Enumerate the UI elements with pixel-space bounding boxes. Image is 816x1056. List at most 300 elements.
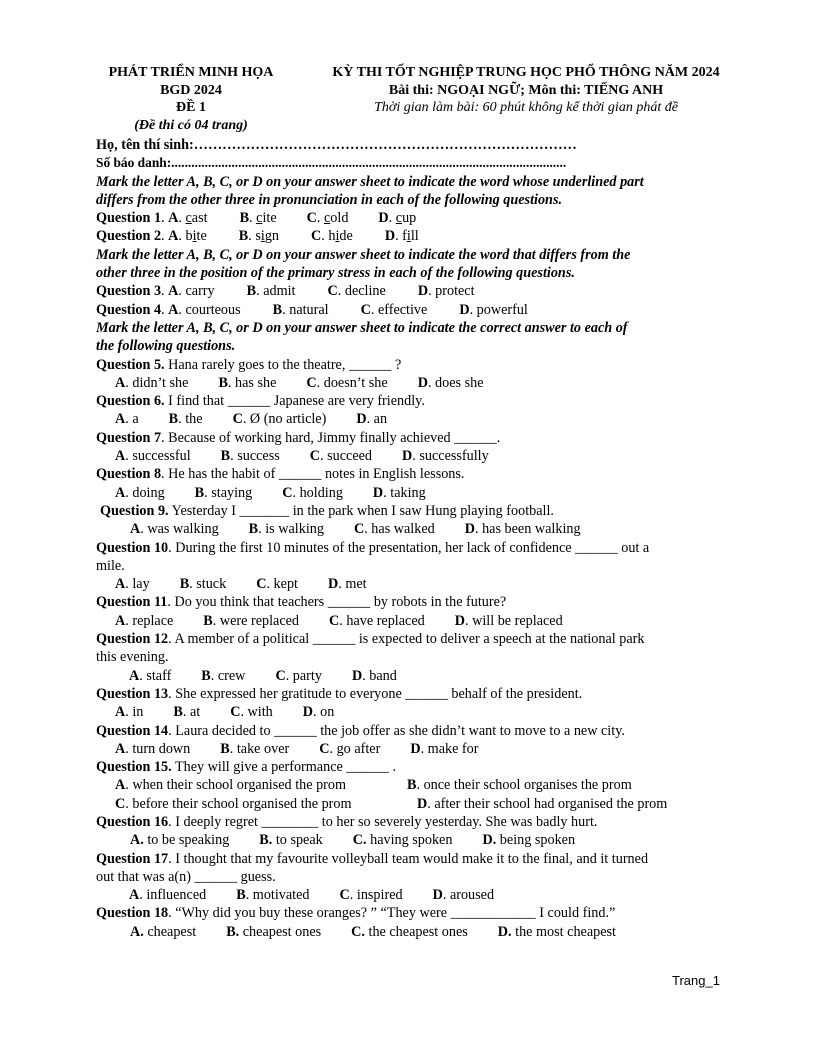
option-text: effective: [377, 301, 428, 318]
option-text: in: [132, 704, 144, 721]
question-text: . During the first 10 minutes of the presentation, her lack of confidence ______ out a: [168, 539, 650, 556]
question-label: Question 5.: [96, 356, 165, 373]
option-letter: A: [115, 740, 126, 757]
option-text: the most cheapest: [515, 923, 616, 940]
option-letter: B: [239, 210, 250, 227]
option-text: carry: [185, 283, 215, 300]
option-letter: B: [201, 667, 211, 684]
option-a[interactable]: A. replace: [115, 612, 174, 629]
option-a[interactable]: A. turn down: [115, 740, 191, 757]
option-letter: C: [275, 667, 286, 684]
option-c[interactable]: C. effective: [360, 301, 428, 318]
question-text: . Do you think that teachers ______ by robots in the future?: [167, 594, 507, 611]
option-letter: D: [302, 704, 314, 721]
option-text: to speak: [275, 832, 323, 849]
option-text: turn down: [132, 740, 191, 757]
option-text: a: [132, 411, 139, 428]
underlined-part: c: [395, 210, 403, 227]
question-5: [96, 356, 726, 374]
instruction-stress-1: Mark the letter A, B, C, or D on your answer sheet to indicate the word that differs from the: [96, 246, 631, 263]
option-c[interactable]: C. succeed: [309, 448, 373, 465]
option-letter: D: [402, 448, 413, 465]
option-b[interactable]: B. natural: [272, 301, 329, 318]
header-page-count-note: (Đề thi có 04 trang): [134, 117, 248, 133]
option-a[interactable]: A. when their school organised the prom: [115, 777, 347, 794]
option-text: an: [373, 411, 388, 428]
option-letter: D: [410, 740, 421, 757]
question-17-options: [96, 886, 726, 904]
option-text: before their school organised the prom: [132, 795, 352, 812]
option-text: s: [255, 228, 261, 245]
option-text: de: [339, 228, 353, 245]
option-text: when their school organised the prom: [132, 777, 347, 794]
question-9: [96, 502, 726, 520]
question-8-options: [96, 484, 726, 502]
option-letter: A: [129, 887, 140, 904]
option-text: ll: [410, 228, 419, 245]
option-letter: B: [226, 923, 236, 940]
header-left-line3: ĐỀ 1: [176, 100, 206, 115]
option-letter: B: [203, 612, 213, 629]
option-d[interactable]: D. will be replaced: [454, 612, 563, 629]
option-text: successfully: [419, 448, 489, 465]
option-text: old: [330, 210, 349, 227]
option-text: being spoken: [499, 832, 576, 849]
question-17: [96, 850, 726, 868]
option-letter: A: [115, 448, 126, 465]
underlined-part: c: [323, 210, 331, 227]
option-letter: D: [432, 887, 443, 904]
option-c[interactable]: C. hide: [311, 228, 353, 245]
question-17-continued: out that was a(n) ______ guess.: [96, 868, 276, 885]
question-text: . Because of working hard, Jimmy finally achieved ______.: [161, 429, 501, 446]
option-letter: D: [372, 484, 384, 501]
question-label: Question 3: [96, 283, 162, 300]
option-text: staying: [211, 484, 253, 501]
option-letter: B: [168, 411, 179, 428]
option-letter: D: [459, 301, 470, 318]
option-letter: B: [272, 301, 283, 318]
option-letter: A: [115, 704, 126, 721]
underlined-part: i: [335, 228, 340, 245]
option-letter: D: [356, 411, 367, 428]
option-c[interactable]: C. doesn’t she: [306, 374, 388, 391]
option-text: after their school had organised the prom: [434, 795, 668, 812]
option-b[interactable]: B. cheapest ones: [226, 923, 322, 940]
option-text: powerful: [476, 301, 528, 318]
option-text: holding: [299, 484, 343, 501]
option-text: influenced: [146, 887, 207, 904]
option-text: with: [247, 704, 273, 721]
option-a[interactable]: A. lay: [115, 576, 150, 593]
instruction-pronunciation-2: differs from the other three in pronunciation in each of the following questions.: [96, 191, 563, 208]
option-letter: A: [115, 374, 126, 391]
instruction-correct-1: Mark the letter A, B, C, or D on your answer sheet to indicate the correct answer to each of: [96, 319, 628, 336]
option-text: has walked: [371, 521, 435, 538]
option-letter: B: [236, 887, 246, 904]
option-letter: B: [220, 740, 230, 757]
option-letter: A: [168, 210, 179, 227]
option-b[interactable]: B. sign: [238, 228, 280, 245]
option-letter: C: [256, 576, 267, 593]
option-letter: B: [407, 777, 417, 794]
option-b[interactable]: B. success: [220, 448, 280, 465]
option-d[interactable]: D. has been walking: [464, 521, 581, 538]
option-text: the: [185, 411, 203, 428]
option-c[interactable]: C. cold: [306, 210, 349, 227]
option-letter: A: [129, 667, 140, 684]
question-label: Question 8: [96, 466, 162, 483]
option-text: is walking: [265, 521, 324, 538]
question-text: Yesterday I _______ in the park when I saw Hung playing football.: [171, 502, 554, 519]
question-3: Question 3. A. carry B. admit C. decline D. protect: [96, 283, 475, 300]
option-c[interactable]: C. before their school organised the prom: [115, 795, 352, 812]
option-a[interactable]: A. successful: [115, 448, 191, 465]
exam-subject: Bài thi: NGOẠI NGỮ; Môn thi: TIẾNG ANH: [388, 82, 664, 98]
question-13: [96, 685, 726, 703]
option-text: stuck: [196, 576, 227, 593]
option-letter: B: [218, 374, 228, 391]
option-a[interactable]: A. carry: [168, 283, 215, 300]
exam-header: [96, 64, 726, 136]
question-label: Question 9.: [100, 502, 169, 519]
question-label: Question 12: [96, 631, 169, 648]
option-b[interactable]: B. were replaced: [203, 612, 300, 629]
option-b[interactable]: B. is walking: [248, 521, 324, 538]
option-text: doesn’t she: [323, 374, 388, 391]
option-c[interactable]: C. go after: [319, 740, 381, 757]
header-left-block: [96, 64, 286, 134]
question-text: Hana rarely goes to the theatre, ______ ?: [168, 356, 402, 373]
option-a[interactable]: A. courteous: [168, 301, 241, 318]
option-d[interactable]: D. band: [351, 667, 397, 684]
option-text: h: [328, 228, 336, 245]
option-text: ast: [191, 210, 208, 227]
question-text: They will give a performance ______ .: [174, 759, 396, 776]
question-label: Question 7: [96, 429, 162, 446]
option-letter: A: [130, 832, 141, 849]
question-12-options: [96, 667, 726, 685]
option-letter: C: [327, 283, 338, 300]
question-4: Question 4. A. courteous B. natural C. effective D. powerful: [96, 301, 528, 318]
option-letter: D: [454, 612, 465, 629]
option-text: replace: [132, 612, 174, 629]
option-a[interactable]: A. didn’t she: [115, 374, 189, 391]
option-letter: A: [115, 612, 126, 629]
option-text: staff: [146, 667, 172, 684]
question-11: [96, 593, 726, 611]
option-letter: C: [232, 411, 243, 428]
question-16: [96, 813, 726, 831]
candidate-number-line: Số báo danh:......................................................................................................................: [96, 155, 567, 171]
option-text: kept: [273, 576, 298, 593]
question-text: . I deeply regret ________ to her so severely yesterday. She was badly hurt.: [168, 813, 598, 830]
option-text: were replaced: [219, 612, 300, 629]
option-text: to be speaking: [147, 832, 230, 849]
option-text: f: [402, 228, 407, 245]
option-letter: D: [464, 521, 475, 538]
option-c[interactable]: C. with: [230, 704, 273, 721]
option-b[interactable]: B. stuck: [179, 576, 227, 593]
option-letter: C: [319, 740, 330, 757]
option-text: protect: [435, 283, 475, 300]
option-a[interactable]: A. bite: [168, 228, 207, 245]
option-letter: D: [417, 283, 429, 300]
option-letter: D: [351, 667, 363, 684]
option-text: succeed: [327, 448, 373, 465]
option-text: cheapest: [147, 923, 197, 940]
question-label: Question 16: [96, 813, 169, 830]
option-text: has she: [235, 374, 277, 391]
option-c[interactable]: C. has walked: [353, 521, 435, 538]
question-label: Question 13: [96, 685, 169, 702]
option-d[interactable]: D. protect: [417, 283, 475, 300]
question-text: . She expressed her gratitude to everyone ______ behalf of the president.: [168, 685, 583, 702]
underlined-part: c: [256, 210, 263, 227]
option-d[interactable]: D. being spoken: [482, 832, 576, 849]
option-text: at: [189, 704, 201, 721]
option-b[interactable]: B. staying: [194, 484, 253, 501]
option-letter: B: [179, 576, 190, 593]
header-left-line1: PHÁT TRIỂN MINH HỌA: [108, 65, 274, 80]
option-text: has been walking: [482, 521, 581, 538]
option-d[interactable]: D. taking: [372, 484, 426, 501]
candidate-name-line: Họ, tên thí sinh:………………………………………………………………………: [96, 137, 577, 153]
option-a[interactable]: A. cast: [168, 210, 208, 227]
option-d[interactable]: D. powerful: [459, 301, 528, 318]
exam-page: [96, 64, 726, 941]
header-right-block: [310, 64, 742, 117]
option-b[interactable]: B. to speak: [259, 832, 323, 849]
exam-duration: Thời gian làm bài: 60 phút không kể thời gian phát đề: [374, 100, 678, 115]
option-text: success: [237, 448, 280, 465]
question-7: [96, 429, 726, 447]
question-13-options: [96, 703, 726, 721]
option-d[interactable]: D. met: [327, 576, 367, 593]
question-text: . A member of a political ______ is expected to deliver a speech at the national park: [168, 631, 645, 648]
option-text: didn’t she: [132, 374, 189, 391]
option-letter: A: [115, 484, 126, 501]
option-letter: B: [194, 484, 205, 501]
option-text: take over: [236, 740, 290, 757]
question-label: Question 15.: [96, 759, 172, 776]
option-text: taking: [390, 484, 426, 501]
question-18: [96, 904, 726, 922]
question-label: Question 17: [96, 850, 169, 867]
question-14: [96, 722, 726, 740]
option-text: cheapest ones: [242, 923, 322, 940]
option-text: up: [402, 210, 417, 227]
question-1: Question 1. A. cast B. cite C. cold D. cup: [96, 210, 417, 227]
underlined-part: i: [192, 228, 197, 245]
option-text: gn: [264, 228, 280, 245]
option-b[interactable]: B. crew: [201, 667, 246, 684]
option-d[interactable]: D. aroused: [432, 887, 495, 904]
option-b[interactable]: B. motivated: [236, 887, 310, 904]
option-letter: D: [327, 576, 339, 593]
option-d[interactable]: D. cup: [378, 210, 417, 227]
option-text: does she: [435, 374, 484, 391]
option-letter: A: [115, 576, 126, 593]
instruction-pronunciation-1: Mark the letter A, B, C, or D on your answer sheet to indicate the word whose underlined part: [96, 173, 644, 190]
question-8: [96, 465, 726, 483]
option-d[interactable]: D. fill: [384, 228, 419, 245]
question-10: [96, 539, 726, 557]
option-text: crew: [217, 667, 246, 684]
question-15-options-row1: [96, 776, 726, 794]
question-text: . Laura decided to ______ the job offer as she didn’t want to move to a new city.: [168, 722, 625, 739]
option-text: courteous: [185, 301, 241, 318]
option-text: go after: [336, 740, 381, 757]
option-d[interactable]: D. on: [302, 704, 335, 721]
option-a[interactable]: A. to be speaking: [130, 832, 230, 849]
option-b[interactable]: B. once their school organises the prom: [407, 777, 632, 794]
option-text: Ø (no article): [249, 411, 327, 428]
option-c[interactable]: C. the cheapest ones: [351, 923, 468, 940]
option-text: will be replaced: [472, 612, 563, 629]
question-15: [96, 758, 726, 776]
option-letter: A: [168, 301, 179, 318]
option-a[interactable]: A. staff: [129, 667, 172, 684]
option-c[interactable]: C. holding: [282, 484, 343, 501]
option-letter: C: [360, 301, 371, 318]
page-number: Trang_1: [672, 973, 720, 988]
option-letter: D: [417, 795, 428, 812]
option-letter: C: [115, 795, 126, 812]
option-text: doing: [132, 484, 165, 501]
option-d[interactable]: D. successfully: [402, 448, 489, 465]
instruction-correct-2: the following questions.: [96, 338, 236, 355]
option-letter: C: [339, 887, 350, 904]
option-text: admit: [263, 283, 296, 300]
option-letter: C: [306, 374, 317, 391]
question-10-options: [96, 575, 726, 593]
option-a[interactable]: A. was walking: [130, 521, 219, 538]
option-letter: B: [246, 283, 257, 300]
option-d[interactable]: D. the most cheapest: [497, 923, 616, 940]
option-letter: A: [130, 923, 141, 940]
option-letter: A: [115, 777, 126, 794]
question-label: Question 6.: [96, 393, 165, 410]
option-letter: C: [329, 612, 340, 629]
option-d[interactable]: D. after their school had organised the prom: [417, 795, 668, 812]
option-b[interactable]: B. admit: [246, 283, 296, 300]
question-16-options: [96, 831, 726, 849]
option-b[interactable]: B. take over: [220, 740, 290, 757]
instruction-stress-2: other three in the position of the primary stress in each of the following questions.: [96, 265, 575, 282]
option-letter: A: [168, 228, 179, 245]
question-7-options: [96, 447, 726, 465]
option-d[interactable]: D. does she: [417, 374, 484, 391]
option-text: motivated: [252, 887, 310, 904]
question-label: Question 4: [96, 301, 162, 318]
option-a[interactable]: A. influenced: [129, 887, 207, 904]
option-text: make for: [427, 740, 479, 757]
option-letter: C: [282, 484, 293, 501]
question-label: Question 10: [96, 539, 169, 556]
option-text: b: [185, 228, 193, 245]
option-letter: B: [259, 832, 269, 849]
question-label: Question 14: [96, 722, 169, 739]
option-text: ite: [262, 210, 277, 227]
option-c[interactable]: C. decline: [327, 283, 386, 300]
question-text: . I thought that my favourite volleyball team would make it to the final, and it turned: [168, 850, 649, 867]
option-text: was walking: [147, 521, 219, 538]
option-d[interactable]: D. an: [356, 411, 388, 428]
option-text: having spoken: [370, 832, 453, 849]
option-letter: D: [384, 228, 396, 245]
question-text: I find that ______ Japanese are very friendly.: [168, 393, 425, 410]
question-6: [96, 392, 726, 410]
option-a[interactable]: A. cheapest: [130, 923, 197, 940]
question-text: . “Why did you buy these oranges? ” “They were ____________ I could find.”: [168, 905, 616, 922]
option-b[interactable]: B. at: [173, 704, 201, 721]
option-text: inspired: [356, 887, 403, 904]
option-text: the cheapest ones: [368, 923, 468, 940]
option-b[interactable]: B. has she: [218, 374, 277, 391]
option-letter: C: [309, 448, 321, 465]
question-15-options-row2: [96, 795, 726, 813]
question-label: Question 18: [96, 905, 169, 922]
option-d[interactable]: D. make for: [410, 740, 479, 757]
option-letter: C: [352, 832, 363, 849]
option-letter: C: [306, 210, 317, 227]
question-12-continued: this evening.: [96, 649, 169, 666]
option-b[interactable]: B. cite: [239, 210, 277, 227]
option-letter: B: [220, 448, 231, 465]
option-text: party: [292, 667, 322, 684]
option-a[interactable]: A. a: [115, 411, 139, 428]
question-11-options: [96, 612, 726, 630]
option-letter: C: [311, 228, 322, 245]
question-label: Question 11: [96, 594, 168, 611]
option-c[interactable]: C. party: [275, 667, 322, 684]
option-text: once their school organises the prom: [423, 777, 632, 794]
option-text: on: [320, 704, 335, 721]
option-c[interactable]: C. Ø (no article): [232, 411, 327, 428]
underlined-part: i: [260, 228, 265, 245]
option-a[interactable]: A. doing: [115, 484, 165, 501]
option-c[interactable]: C. have replaced: [329, 612, 425, 629]
option-text: lay: [132, 576, 150, 593]
option-letter: A: [115, 411, 126, 428]
option-text: te: [196, 228, 207, 245]
option-c[interactable]: C. having spoken: [352, 832, 453, 849]
option-letter: A: [168, 283, 179, 300]
header-left-line2: BGD 2024: [160, 82, 222, 98]
option-a[interactable]: A. in: [115, 704, 144, 721]
question-text: . He has the habit of ______ notes in English lessons.: [161, 466, 465, 483]
option-letter: D: [482, 832, 493, 849]
option-letter: B: [248, 521, 259, 538]
option-c[interactable]: C. kept: [256, 576, 298, 593]
underlined-part: i: [406, 228, 411, 245]
option-text: successful: [132, 448, 191, 465]
option-letter: D: [497, 923, 509, 940]
question-5-options: [96, 374, 726, 392]
question-2: Question 2. A. bite B. sign C. hide D. fill: [96, 228, 419, 245]
option-letter: C: [351, 923, 362, 940]
option-letter: B: [173, 704, 183, 721]
option-letter: D: [417, 374, 428, 391]
question-label: Question 2: [96, 228, 162, 245]
option-c[interactable]: C. inspired: [339, 887, 403, 904]
option-b[interactable]: B. the: [168, 411, 203, 428]
question-label: Question 1: [96, 210, 162, 227]
option-letter: D: [378, 210, 389, 227]
question-6-options: [96, 410, 726, 428]
option-text: have replaced: [346, 612, 425, 629]
